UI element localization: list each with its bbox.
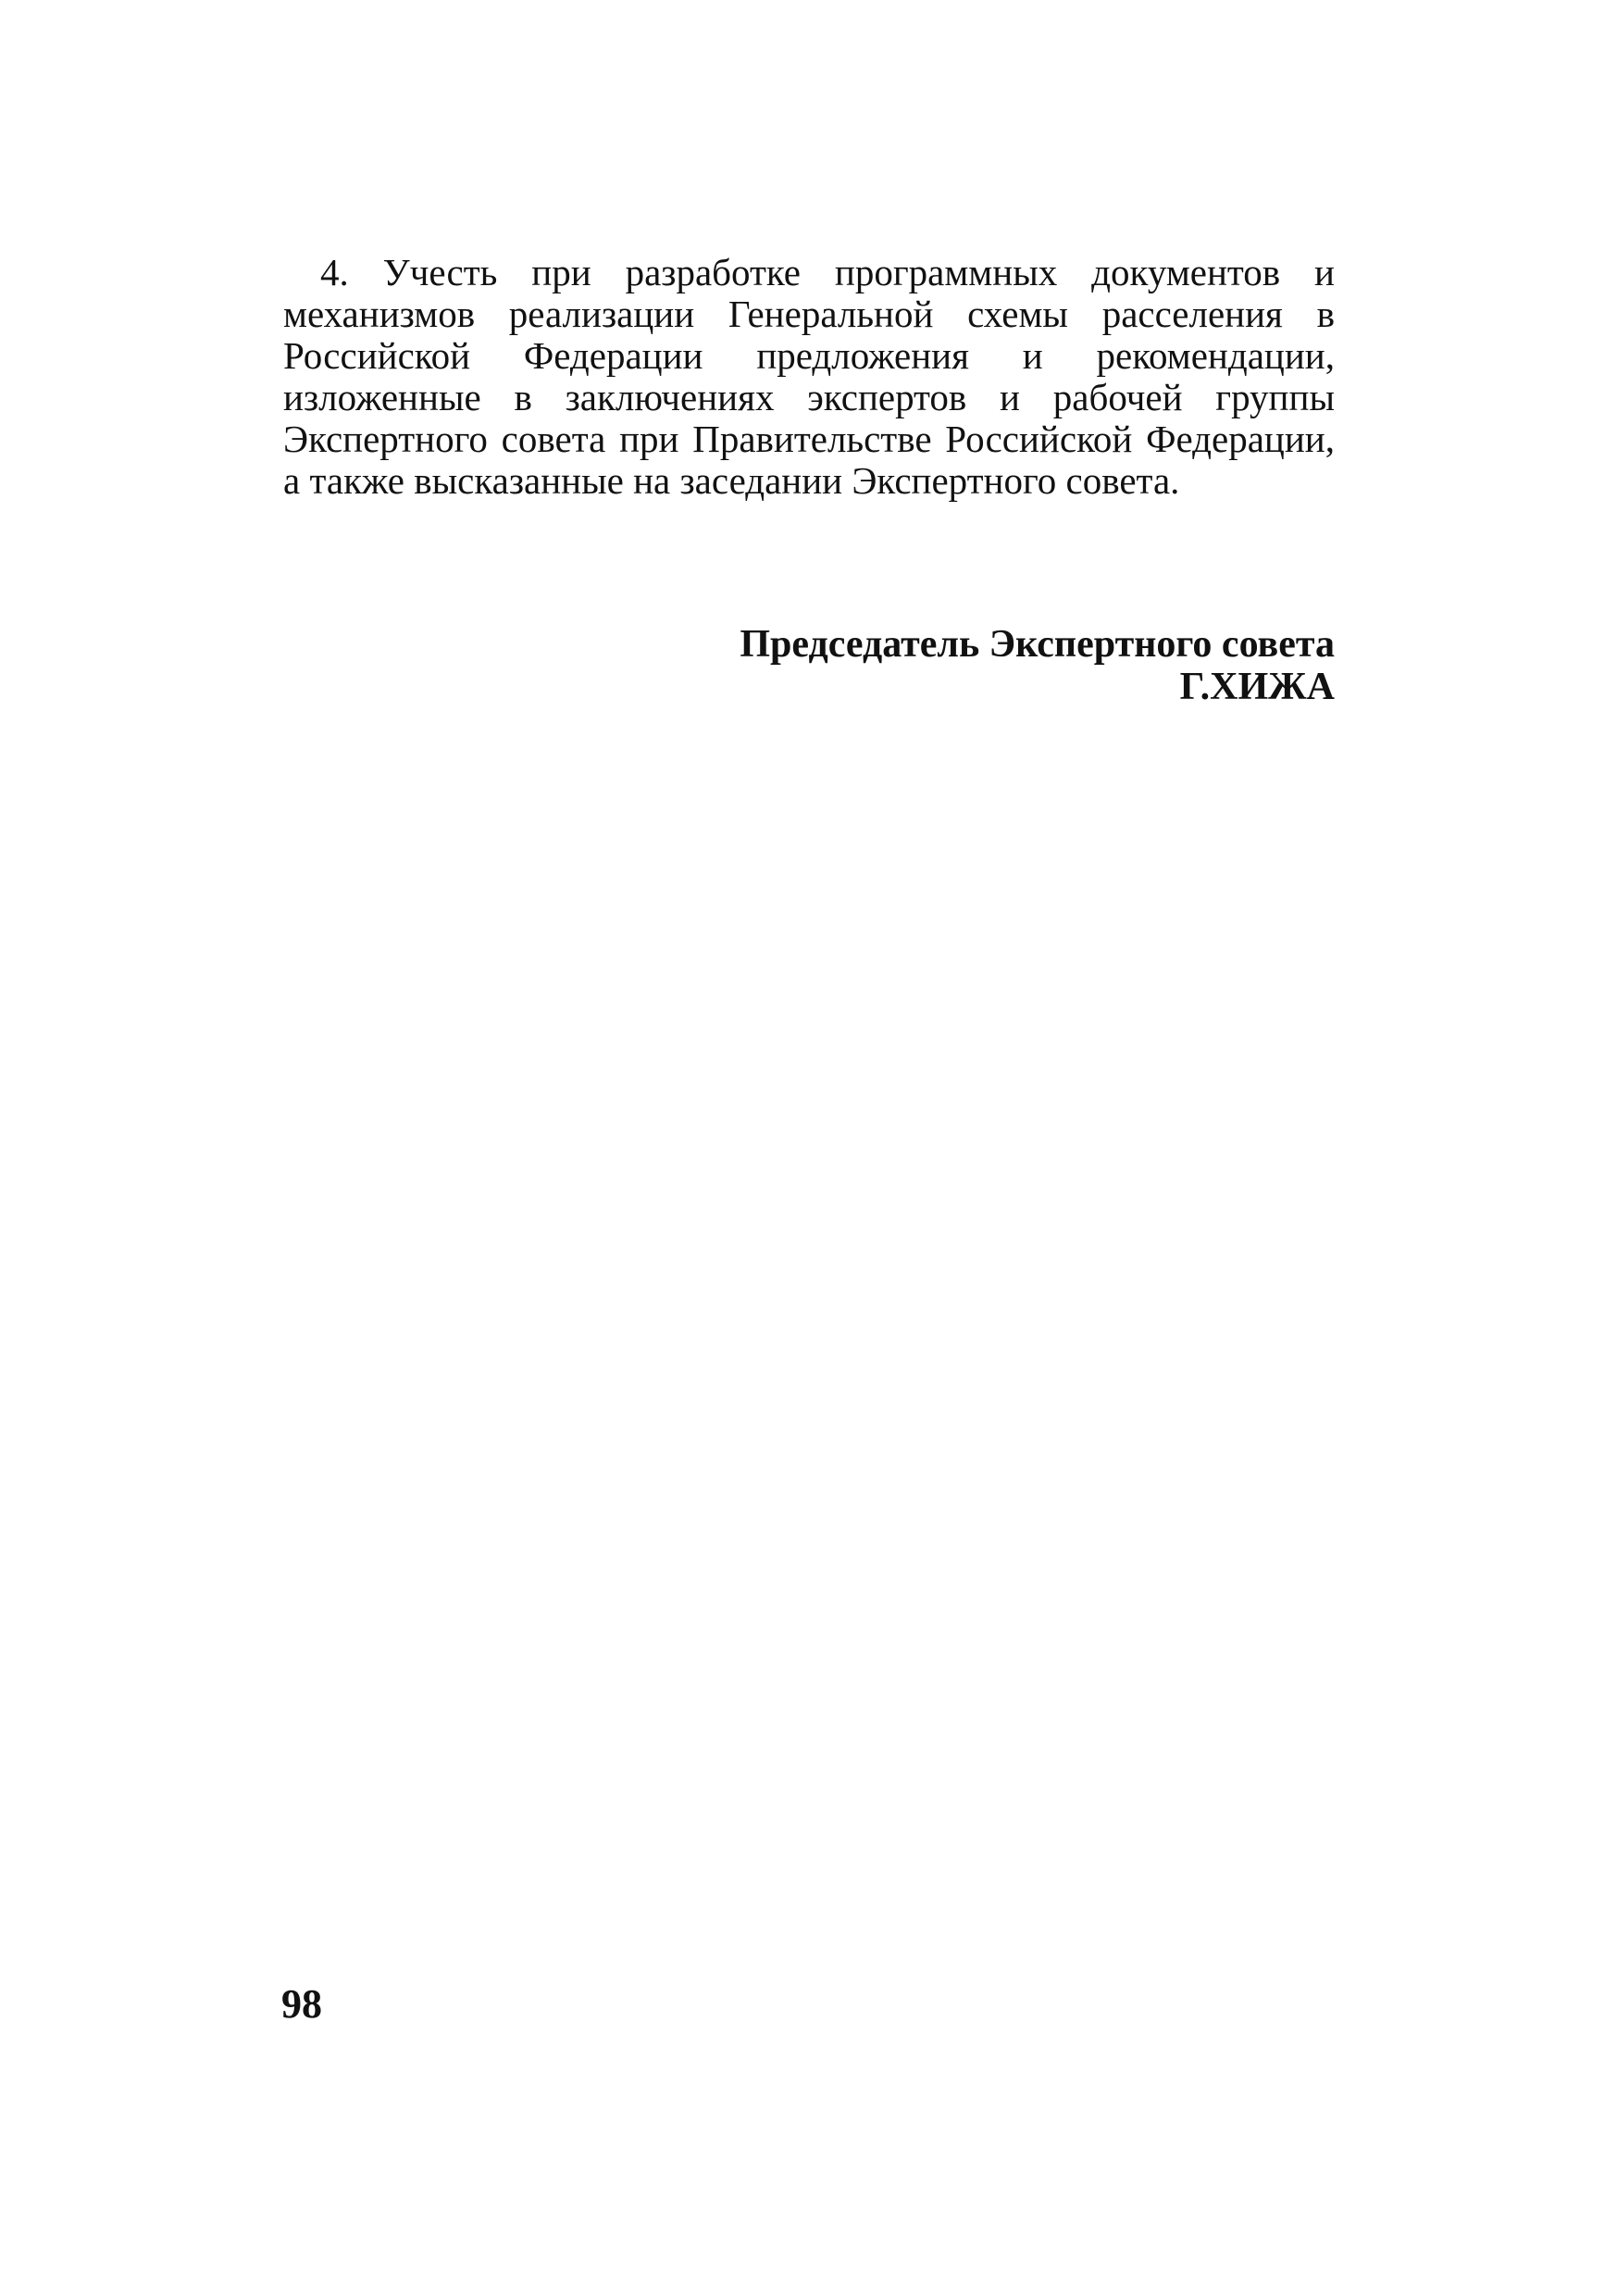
page-number: 98 — [281, 1981, 322, 2027]
signature-title: Председатель Экспертного совета — [740, 623, 1335, 666]
paragraph-item-4: 4. Учесть при разработке программных документов и механизмов реализации Генеральной схемы расселения в Российской Федерации предложения и рекомендации, изложенные в заключениях экспертов и рабочей группы Экспертного совета при Правительстве Российской Федерации, а также высказанные на заседании Экспертного совета. — [283, 251, 1335, 502]
signature-block — [555, 623, 1335, 708]
signature-name: Г.ХИЖА — [1179, 666, 1335, 708]
